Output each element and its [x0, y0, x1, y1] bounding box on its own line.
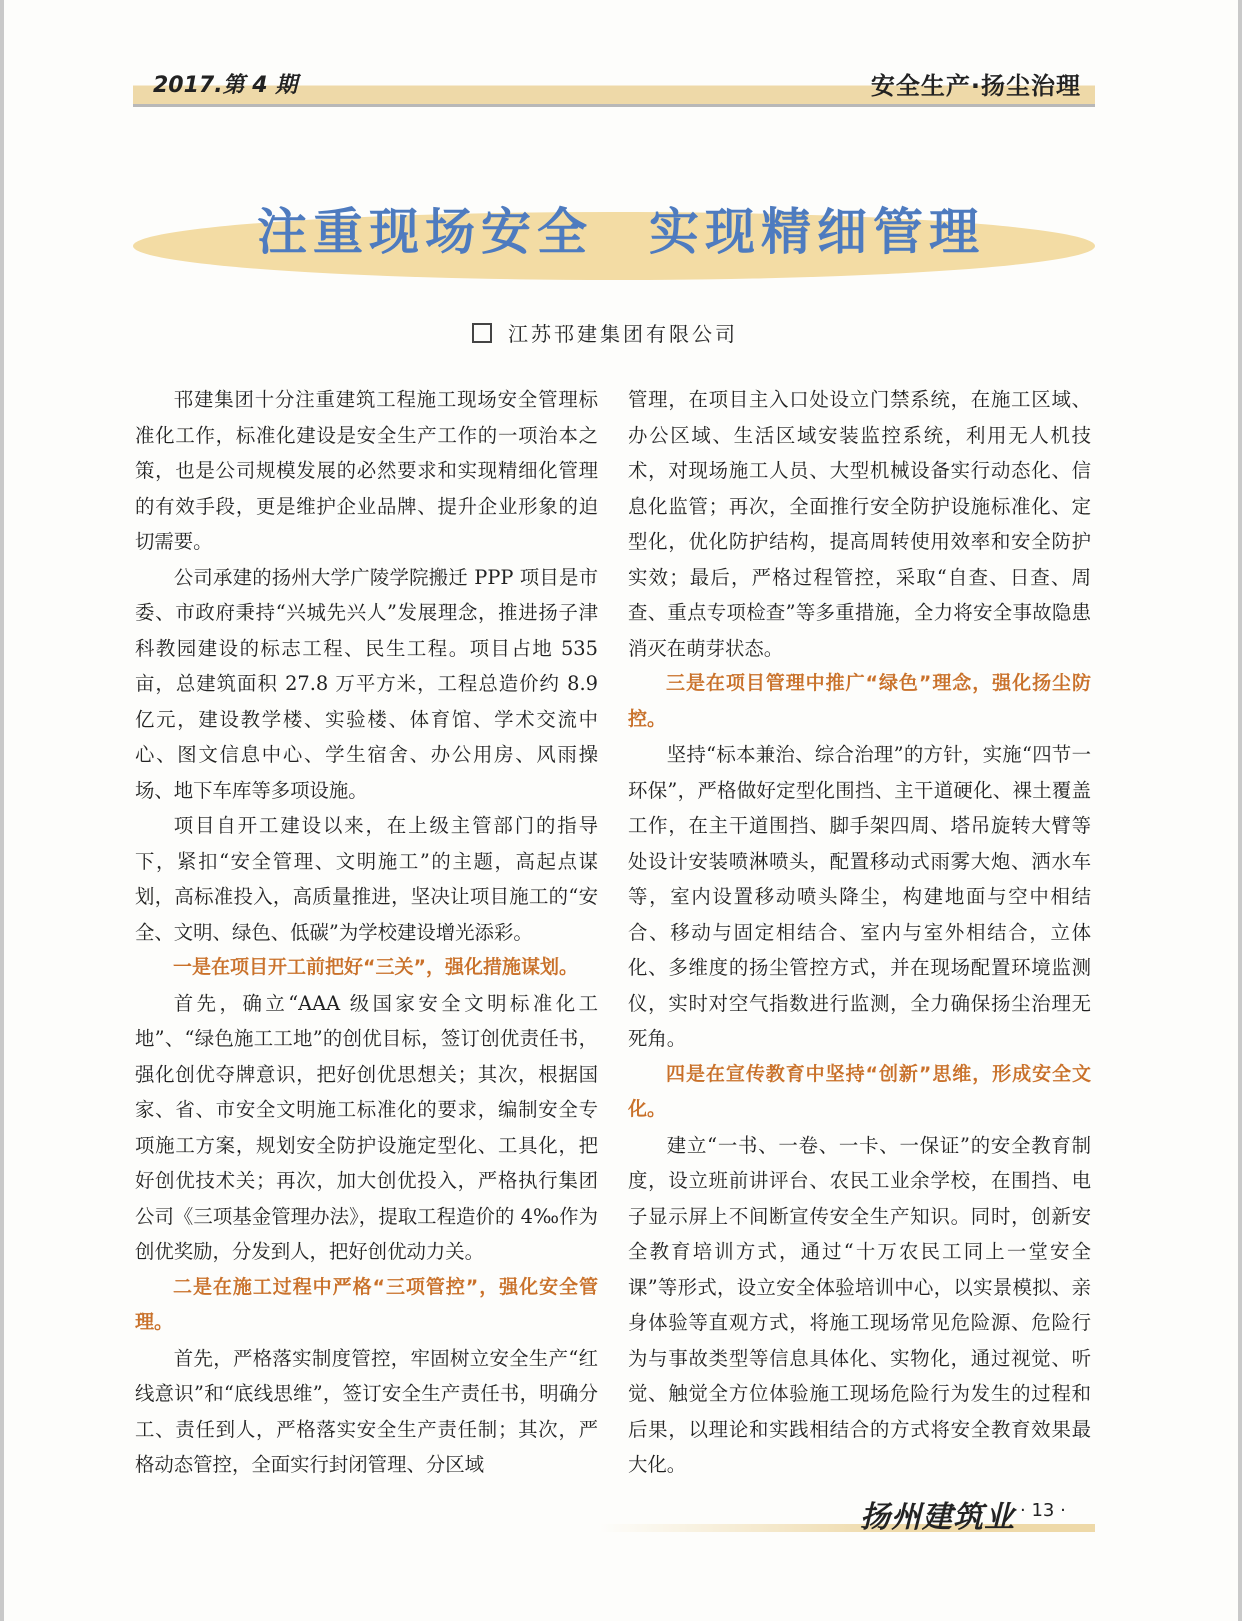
page-number: · 13 · [1020, 1500, 1066, 1521]
section-heading: 二是在施工过程中严格“三项管控”，强化安全管理。 [135, 1275, 598, 1333]
section-title: 安全生产·扬尘治理 [870, 72, 1081, 100]
magazine-logo: 扬州建筑业 [860, 1500, 1015, 1535]
paragraph: 邗建集团十分注重建筑工程施工现场安全管理标准化工作，标准化建设是安全生产工作的一项治本之策，也是公司规模发展的必然要求和实现精细化管理的有效手段，更是维护企业品牌、提升企业形象的迫切需要。 [135, 388, 598, 553]
issue-number: 2017.第 4 期 [153, 73, 298, 98]
author-name: 江苏邗建集团有限公司 [508, 322, 738, 346]
page-header [133, 58, 1095, 107]
paragraph: 项目自开工建设以来，在上级主管部门的指导下，紧扣“安全管理、文明施工”的主题，高起点谋划，高标准投入，高质量推进，坚决让项目施工的“安全、文明、绿色、低碳”为学校建设增光添彩。 [135, 814, 598, 944]
author-line [472, 318, 738, 347]
right-column [628, 382, 1091, 1483]
article-title: 注重现场安全 实现精细管理 [257, 203, 985, 261]
checkbox-square-icon [472, 323, 492, 343]
section-heading: 三是在项目管理中推广“绿色”理念，强化扬尘防控。 [628, 672, 1091, 730]
footer-bar [600, 1524, 1095, 1532]
section-heading: 一是在项目开工前把好“三关”，强化措施谋划。 [173, 956, 578, 978]
paragraph: 管理，在项目主入口处设立门禁系统，在施工区域、办公区域、生活区域安装监控系统，利用无人机技术，对现场施工人员、大型机械设备实行动态化、信息化监管；再次，全面推行安全防护设施标准化、定型化，优化防护结构，提高周转使用效率和安全防护实效；最后，严格过程管控，采取“自查、日查、周查、重点专项检查”等多重措施，全力将安全事故隐患消灭在萌芽状态。 [628, 388, 1091, 660]
left-column [135, 382, 598, 1483]
paragraph: 建立“一书、一卷、一卡、一保证”的安全教育制度，设立班前讲评台、农民工业余学校，在围挡、电子显示屏上不间断宣传安全生产知识。同时，创新安全教育培训方式，通过“十万农民工同上一堂安全课”等形式，设立安全体验培训中心，以实景模拟、亲身体验等直观方式，将施工现场常见危险源、危险行为与事故类型等信息具体化、实物化，通过视觉、听觉、触觉全方位体验施工现场危险行为发生的过程和后果，以理论和实践相结合的方式将安全教育效果最大化。 [628, 1133, 1091, 1476]
paragraph: 坚持“标本兼治、综合治理”的方针，实施“四节一环保”，严格做好定型化围挡、主干道硬化、裸土覆盖工作，在主干道围挡、脚手架四周、塔吊旋转大臂等处设计安装喷淋喷头，配置移动式雨雾大炮、洒水车等，室内设置移动喷头降尘，构建地面与空中相结合、移动与固定相结合、室内与室外相结合，立体化、多维度的扬尘管控方式，并在现场配置环境监测仪，实时对空气指数进行监测，全力确保扬尘治理无死角。 [628, 743, 1091, 1050]
paragraph: 首先，严格落实制度管控，牢固树立安全生产“红线意识”和“底线思维”，签订安全生产责任书，明确分工、责任到人，严格落实安全生产责任制；其次，严格动态管控，全面实行封闭管理、分区域 [135, 1346, 598, 1476]
paragraph: 首先，确立“AAA 级国家安全文明标准化工地”、“绿色施工工地”的创优目标，签订创优责任书，强化创优夺牌意识，把好创优思想关；其次，根据国家、省、市安全文明施工标准化的要求，编制安全专项施工方案，规划安全防护设施定型化、工具化，把好创优技术关；再次，加大创优投入，严格执行集团公司《三项基金管理办法》，提取工程造价的 4‰作为创优奖励，分发到人，把好创优动力关。 [135, 991, 598, 1263]
paragraph: 公司承建的扬州大学广陵学院搬迁 PPP 项目是市委、市政府秉持“兴城先兴人”发展理念，推进扬子津科教园建设的标志工程、民生工程。项目占地 535 亩，总建筑面积 27.8 万平方米，工程总造价约 8.9 亿元，建设教学楼、实验楼、体育馆、学术交流中心、图文信息中心、学生宿舍、办公用房、风雨操场、地下车库等多项设施。 [135, 565, 598, 802]
section-heading: 四是在宣传教育中坚持“创新”思维，形成安全文化。 [628, 1062, 1091, 1120]
